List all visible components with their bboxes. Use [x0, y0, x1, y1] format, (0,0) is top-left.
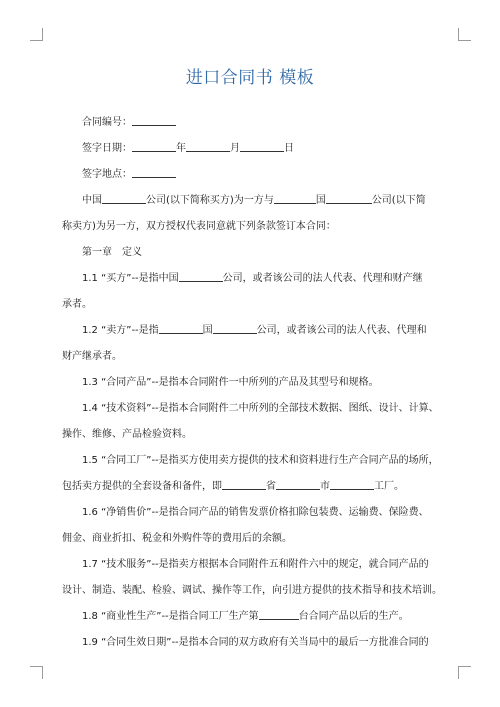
chapter-heading: 第一章 定义 — [82, 247, 142, 258]
intro-text: 国 — [315, 195, 326, 206]
intro-text: 公司(以下简 — [371, 195, 426, 206]
year-label: 年 — [176, 143, 186, 154]
clause-1-2-company-blank — [213, 322, 257, 334]
clause-text: 工厂。 — [374, 481, 404, 492]
clause-1-2 — [62, 318, 442, 344]
clause-1-6: 1.6 “净销售价”--是指合同产品的销售发票价格扣除包装费、运输费、保险费、 — [82, 507, 429, 518]
clause-text: 市 — [320, 481, 330, 492]
province-blank — [222, 478, 266, 490]
crop-mark-top-left — [30, 28, 43, 41]
intro-text: 公司(以下简称买方)为一方与 — [146, 195, 274, 206]
sign-place-blank — [132, 166, 176, 178]
clause-text: 省 — [266, 481, 276, 492]
intro-text: 中国 — [82, 195, 102, 206]
clause-1-8 — [62, 604, 442, 630]
month-blank — [186, 140, 230, 152]
clause-1-2-country-blank — [159, 322, 203, 334]
contract-number-label: 合同编号： — [82, 117, 132, 128]
sign-date-line — [62, 136, 442, 162]
sign-place-line — [62, 162, 442, 188]
clause-1-7: 1.7 “技术服务”--是指卖方根据本合同附件五和附件六中的规定，就合同产品的 — [82, 559, 429, 570]
clause-text: 台合同产品以后的生产。 — [298, 611, 409, 622]
month-label: 月 — [230, 143, 240, 154]
contract-number-blank — [132, 114, 176, 126]
clause-1-5-cont — [62, 474, 442, 500]
unit-count-blank — [259, 608, 299, 620]
intro-line-2: 称卖方)为另一方，双方授权代表同意就下列条款签订本合同： — [62, 221, 336, 232]
seller-country-blank — [274, 192, 316, 204]
document-title: 进口合同书 模板 — [185, 68, 315, 88]
clause-1-9: 1.9 “合同生效日期”--是指本合同的双方政府有关当局中的最后一方批准合同的 — [82, 637, 429, 648]
factory-blank — [330, 478, 374, 490]
clause-text: 1.2 “卖方”--是指 — [82, 325, 159, 336]
clause-text: 包括卖方提供的全套设备和备件，即 — [62, 481, 222, 492]
clause-1-4: 1.4 “技术资料”--是指本合同附件二中所列的全部技术数据、图纸、设计、计算、 — [82, 403, 439, 414]
crop-mark-top-right — [458, 28, 471, 41]
crop-mark-bottom-right — [458, 666, 471, 679]
clause-1-5: 1.5 “合同工厂”--是指买方使用卖方提供的技术和资料进行生产合同产品的场所， — [82, 455, 439, 466]
clause-1-2-cont: 财产继承者。 — [62, 351, 122, 362]
sign-place-label: 签字地点： — [82, 169, 132, 180]
clause-text: 1.1 “买方”--是指中国 — [82, 273, 179, 284]
day-label: 日 — [284, 143, 294, 154]
clause-1-7-cont: 设计、制造、装配、检验、调试、操作等工作，向引进方提供的技术指导和技术培训。 — [62, 585, 442, 596]
document-body — [62, 110, 442, 656]
buyer-company-blank — [102, 192, 146, 204]
seller-company-blank — [326, 192, 372, 204]
clause-1-1-cont: 承者。 — [62, 299, 92, 310]
clause-text: 1.8 “商业性生产”--是指合同工厂生产第 — [82, 611, 259, 622]
clause-text: 公司，或者该公司的法人代表、代理和 — [256, 325, 427, 336]
clause-1-1-blank — [179, 270, 223, 282]
sign-date-label: 签字日期： — [82, 143, 132, 154]
year-blank — [132, 140, 176, 152]
day-blank — [240, 140, 284, 152]
clause-1-1 — [62, 266, 442, 292]
intro-line-1 — [62, 188, 442, 214]
city-blank — [276, 478, 320, 490]
clause-text: 国 — [202, 325, 213, 336]
contract-number-line — [62, 110, 442, 136]
crop-mark-bottom-left — [30, 666, 43, 679]
clause-text: 公司，或者该公司的法人代表、代理和财产继 — [222, 273, 423, 284]
clause-1-6-cont: 佣金、商业折扣、税金和外购件等的费用后的余额。 — [62, 533, 292, 544]
clause-1-4-cont: 操作、维修、产品检验资料。 — [62, 429, 192, 440]
clause-1-3: 1.3 “合同产品”--是指本合同附件一中所列的产品及其型号和规格。 — [82, 377, 379, 388]
